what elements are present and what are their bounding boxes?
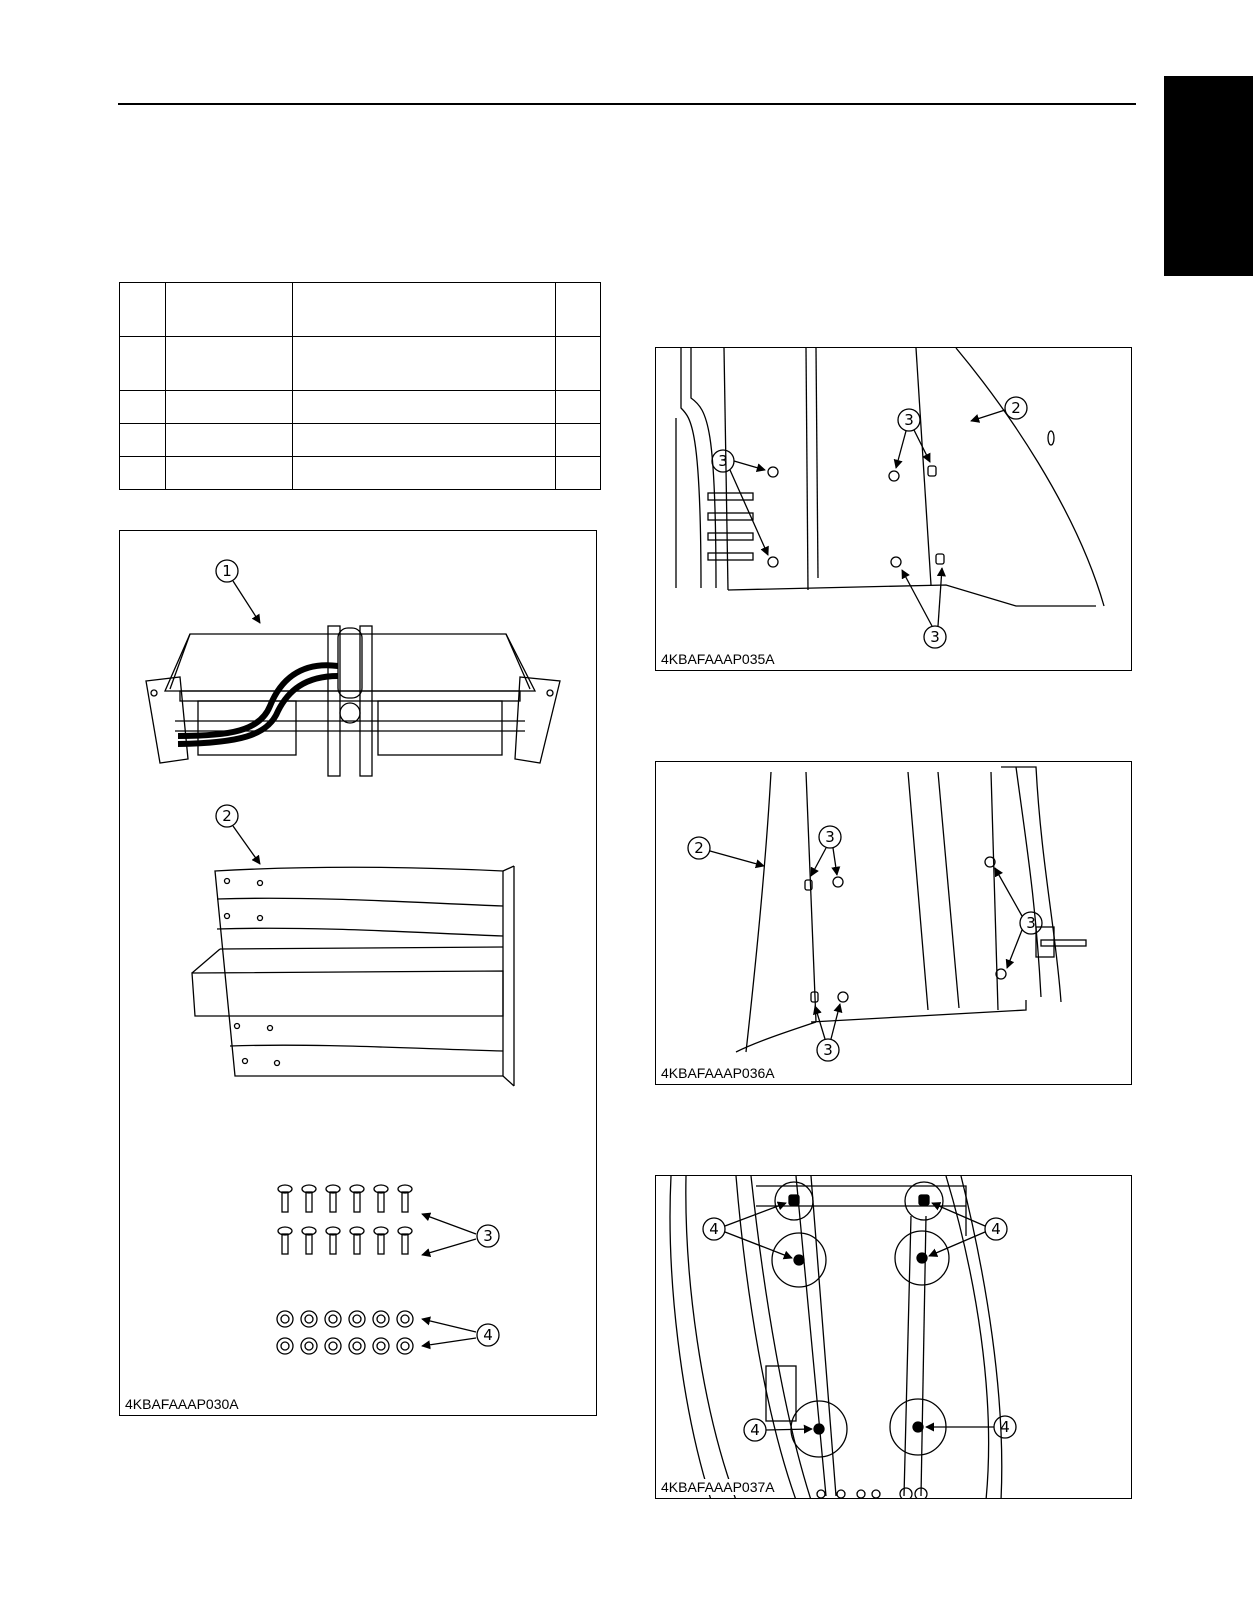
nut [301,1338,317,1354]
nut [373,1338,389,1354]
figure-code: 4KBAFAAAP030A [125,1396,239,1412]
table-cell [556,337,601,391]
nut [325,1338,341,1354]
svg-text:3: 3 [483,1227,493,1245]
svg-text:3: 3 [904,411,914,429]
section-side-tab [1164,76,1253,276]
table-cell [556,424,601,457]
svg-text:4: 4 [709,1220,719,1238]
bolt [350,1227,364,1254]
nut [325,1311,341,1327]
bolt [374,1185,388,1212]
table-cell [166,337,293,391]
table-cell [556,457,601,490]
figure-036 [655,761,1132,1085]
header-rule [118,103,1136,105]
svg-text:1: 1 [222,562,232,580]
bolt [302,1227,316,1254]
table-cell [166,424,293,457]
blade-frame-illustration [146,626,560,776]
table-cell [293,337,556,391]
blade-plate-illustration [192,866,514,1086]
table-row [120,424,601,457]
table-cell [293,283,556,337]
nuts-illustration [277,1311,413,1354]
svg-text:4: 4 [483,1326,493,1344]
blade-rear-illustration [736,767,1086,1052]
table-row [120,337,601,391]
table-cell [293,457,556,490]
svg-text:4: 4 [991,1220,1001,1238]
nut [277,1311,293,1327]
callout-3 [811,826,841,876]
bolt [398,1185,412,1212]
table-cell [556,283,601,337]
callout-4 [422,1319,499,1346]
nut [349,1338,365,1354]
table-header-row [120,283,601,337]
callout-3 [422,1214,499,1255]
callout-3 [815,1004,840,1061]
table-row [120,391,601,424]
figure-037 [655,1175,1132,1499]
svg-text:3: 3 [930,628,940,646]
table-cell [166,457,293,490]
callout-3 [995,868,1042,968]
callout-2 [216,805,260,864]
svg-text:2: 2 [694,839,704,857]
bolt [350,1185,364,1212]
table-cell [166,391,293,424]
figure-code: 4KBAFAAAP037A [661,1479,775,1495]
table-cell [120,424,166,457]
nut [397,1338,413,1354]
figure-code: 4KBAFAAAP035A [661,651,775,667]
bolt [398,1227,412,1254]
svg-text:4: 4 [1000,1418,1010,1436]
svg-text:3: 3 [823,1041,833,1059]
bolt [374,1227,388,1254]
callout-3 [712,450,768,555]
callout-3 [896,409,930,468]
callout-2 [971,397,1027,421]
bolt [278,1185,292,1212]
nut [277,1338,293,1354]
svg-text:3: 3 [825,828,835,846]
callout-4 [744,1419,812,1441]
table-cell [166,283,293,337]
callout-1 [216,560,260,623]
svg-text:3: 3 [1026,914,1036,932]
bolt [326,1185,340,1212]
bolt [302,1185,316,1212]
nut [301,1311,317,1327]
svg-text:3: 3 [718,452,728,470]
table-cell [120,337,166,391]
table-cell [293,391,556,424]
table-cell [293,424,556,457]
table-cell [556,391,601,424]
blade-rear-illustration [676,348,1104,606]
parts-table [119,282,601,490]
svg-text:2: 2 [222,807,232,825]
table-cell [120,457,166,490]
table-cell [120,283,166,337]
nut [349,1311,365,1327]
nut [397,1311,413,1327]
callout-3 [902,568,946,648]
table-row [120,457,601,490]
figure-code: 4KBAFAAAP036A [661,1065,775,1081]
bolts-illustration [278,1185,412,1254]
callout-2 [688,837,764,866]
callout-4 [926,1416,1016,1438]
bolt [326,1227,340,1254]
kit-parts-figure [119,530,597,1416]
svg-text:2: 2 [1011,399,1021,417]
nut [373,1311,389,1327]
bolt [278,1227,292,1254]
svg-text:4: 4 [750,1421,760,1439]
frame-underside-illustration [670,1176,1002,1499]
figure-035 [655,347,1132,671]
table-cell [120,391,166,424]
